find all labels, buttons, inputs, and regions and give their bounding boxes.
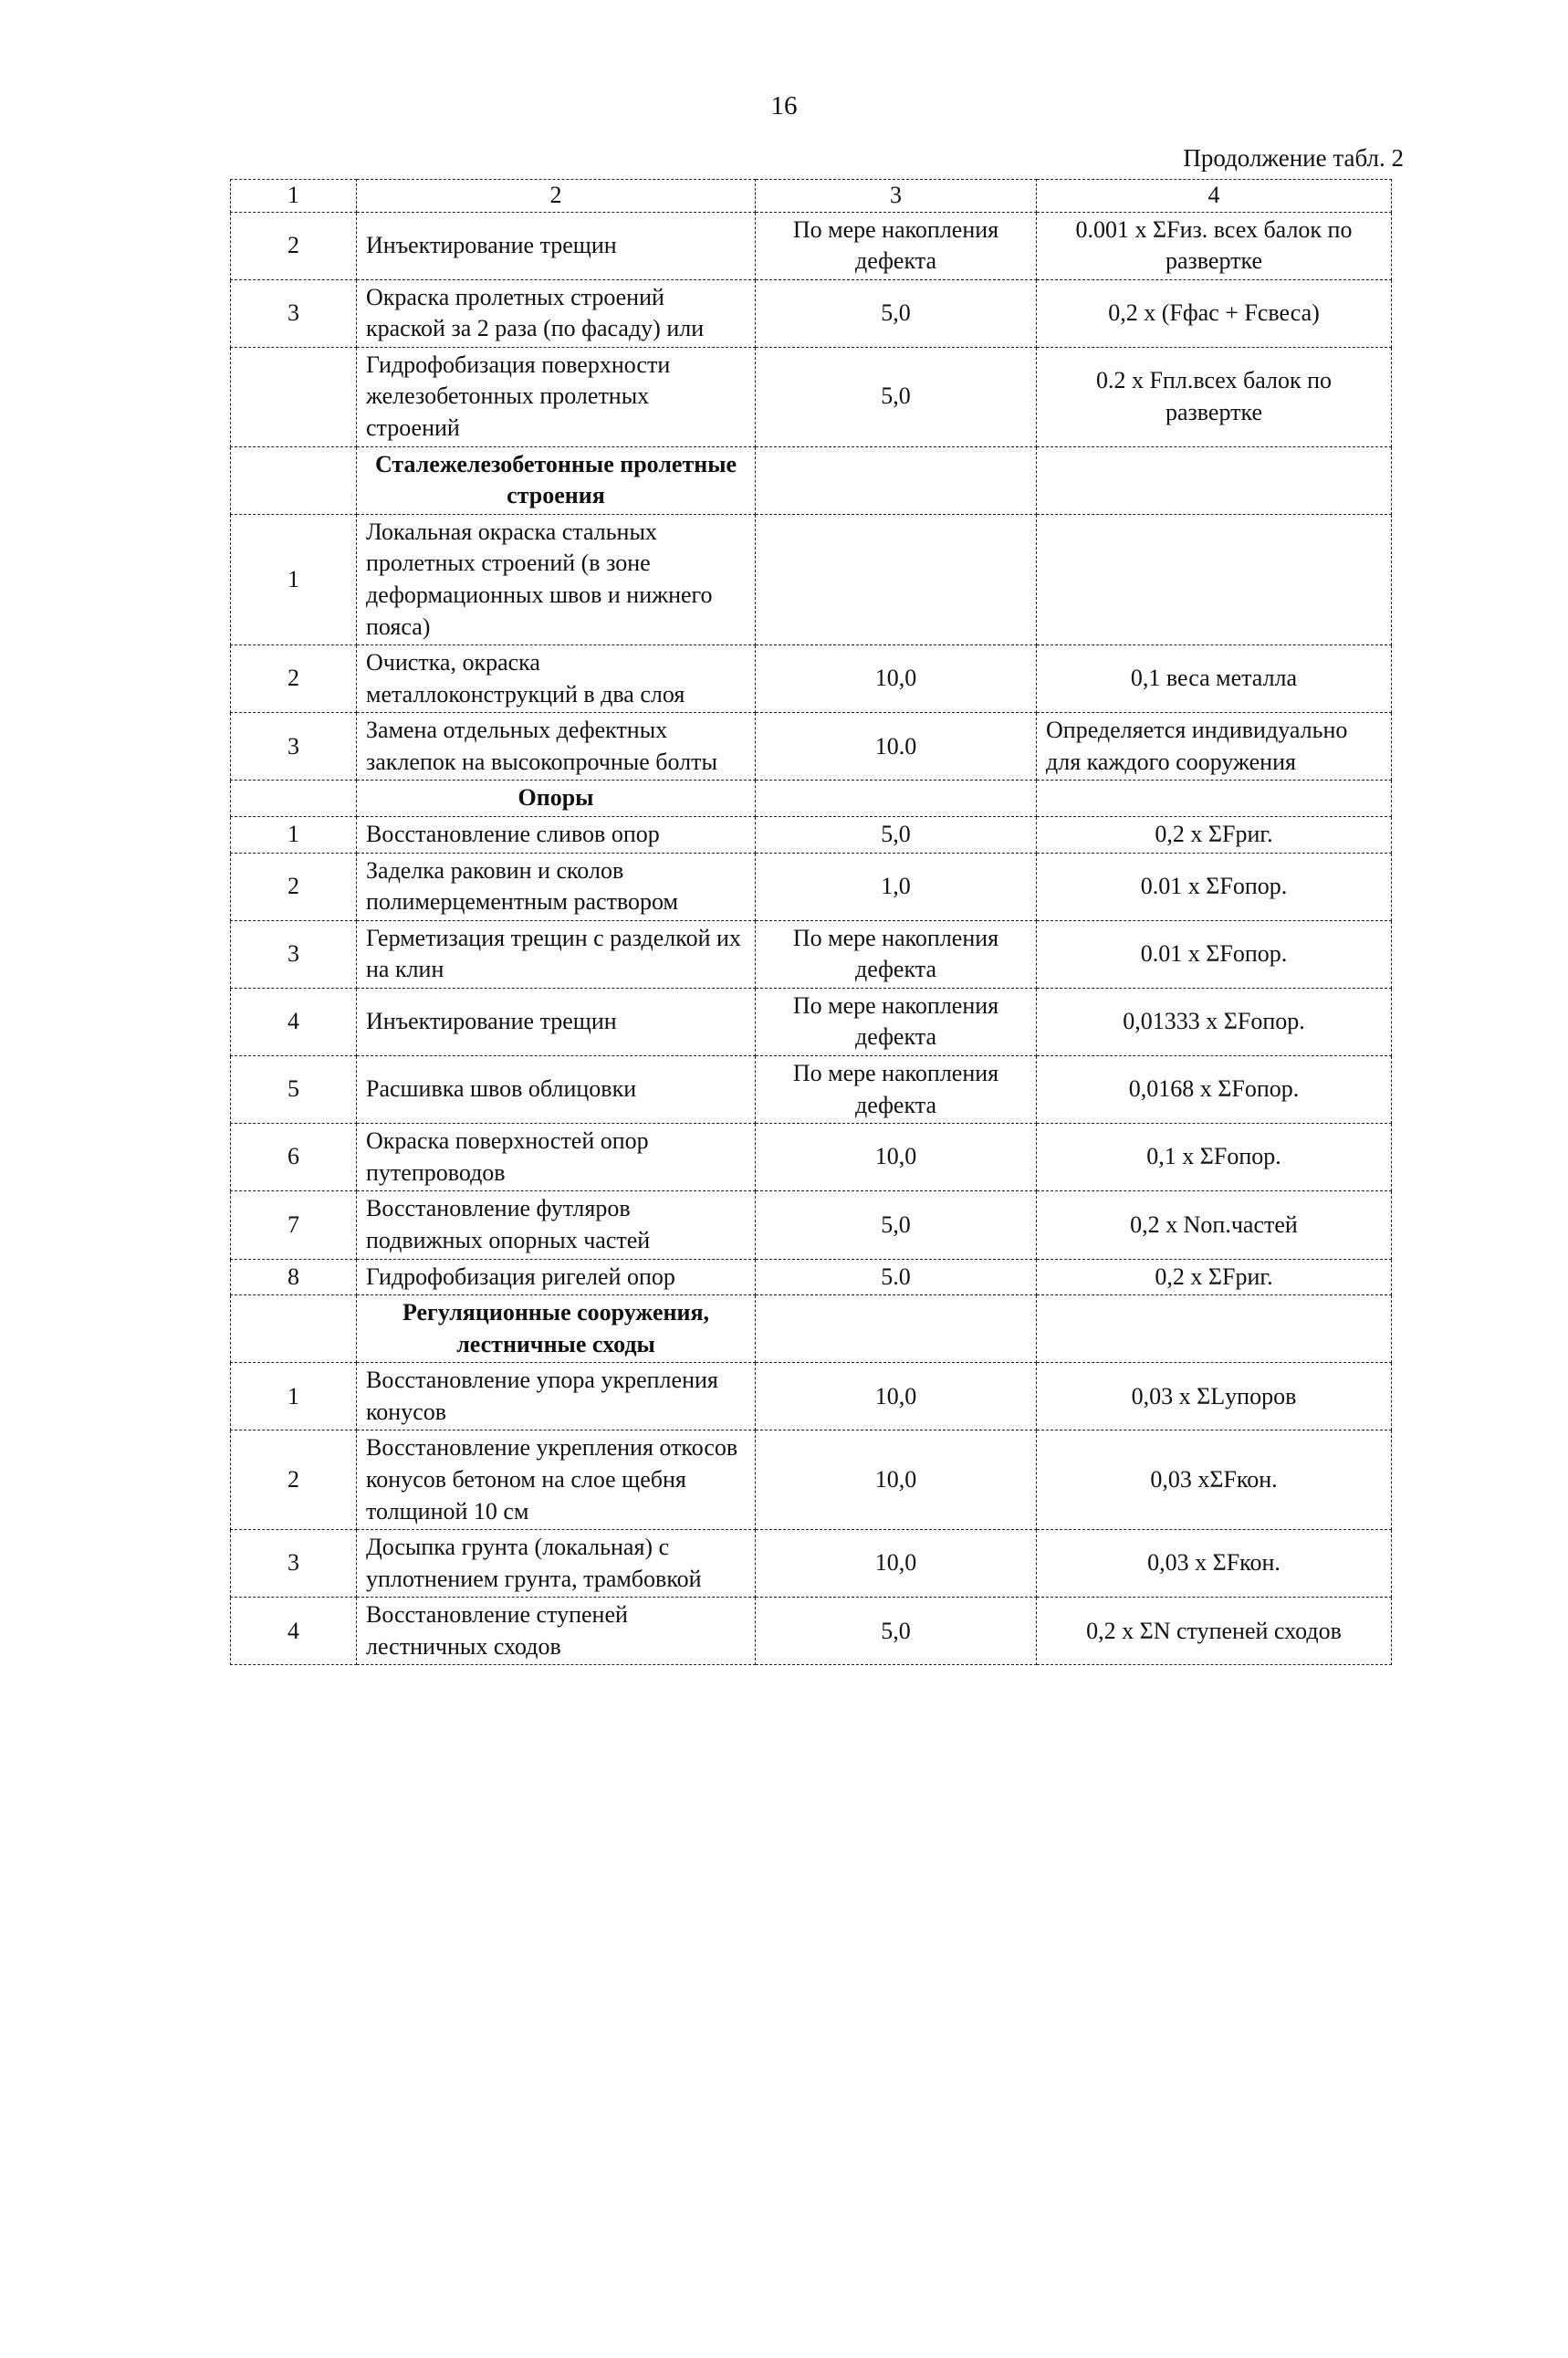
- volume-cell: 0,1 веса металла: [1037, 645, 1392, 713]
- periodicity-cell: 5,0: [756, 816, 1037, 853]
- row-number-cell: 3: [231, 713, 357, 781]
- periodicity-cell: По мере накопления дефекта: [756, 920, 1037, 988]
- table-row: [231, 347, 1392, 446]
- section-title-cell: Регуляционные сооружения, лестничные сходы: [357, 1295, 756, 1363]
- section-row: [231, 446, 1392, 514]
- volume-cell: 0,1 х ΣFопор.: [1037, 1124, 1392, 1191]
- column-number: 4: [1037, 180, 1392, 213]
- table-row: [231, 279, 1392, 347]
- table-body: [231, 180, 1392, 1665]
- row-number-cell: 4: [231, 988, 357, 1055]
- periodicity-cell: 5.0: [756, 1259, 1037, 1295]
- table-row: [231, 1191, 1392, 1259]
- row-number-cell: 3: [231, 920, 357, 988]
- volume-cell: 0,2 х (Fфас + Fсвеса): [1037, 279, 1392, 347]
- periodicity-cell: [756, 514, 1037, 645]
- periodicity-cell: По мере накопления дефекта: [756, 1056, 1037, 1124]
- row-number-cell: [231, 347, 357, 446]
- volume-cell: [1037, 514, 1392, 645]
- section-row: [231, 1295, 1392, 1363]
- periodicity-cell: 10.0: [756, 713, 1037, 781]
- volume-cell: 0,01333 х ΣFопор.: [1037, 988, 1392, 1055]
- work-description-cell: Восстановление футляров подвижных опорных частей: [357, 1191, 756, 1259]
- work-description-cell: Очистка, окраска металлоконструкций в два слоя: [357, 645, 756, 713]
- maintenance-table: [230, 179, 1392, 1665]
- table-row: [231, 514, 1392, 645]
- volume-cell: 0.001 х ΣFиз. всех балок по развертке: [1037, 212, 1392, 279]
- volume-cell: [1037, 1295, 1392, 1363]
- column-number: 2: [357, 180, 756, 213]
- table-row: [231, 1530, 1392, 1598]
- volume-cell: 0.01 х ΣFопор.: [1037, 920, 1392, 988]
- work-description-cell: Локальная окраска стальных пролетных строений (в зоне деформационных швов и нижнего пояса): [357, 514, 756, 645]
- row-number-cell: 2: [231, 1431, 357, 1530]
- work-description-cell: Восстановление сливов опор: [357, 816, 756, 853]
- table-row: [231, 853, 1392, 920]
- table-row: [231, 212, 1392, 279]
- row-number-cell: 8: [231, 1259, 357, 1295]
- row-number-cell: 3: [231, 279, 357, 347]
- page-number: 16: [770, 91, 798, 121]
- row-number-cell: 5: [231, 1056, 357, 1124]
- table-row: [231, 1363, 1392, 1431]
- table-row: [231, 816, 1392, 853]
- row-number-cell: [231, 1295, 357, 1363]
- column-number: 1: [231, 180, 357, 213]
- work-description-cell: Досыпка грунта (локальная) с уплотнением грунта, трамбовкой: [357, 1530, 756, 1598]
- row-number-cell: 1: [231, 514, 357, 645]
- row-number-cell: 2: [231, 853, 357, 920]
- work-description-cell: Окраска поверхностей опор путепроводов: [357, 1124, 756, 1191]
- row-number-cell: [231, 446, 357, 514]
- periodicity-cell: 10,0: [756, 1124, 1037, 1191]
- table-row: [231, 713, 1392, 781]
- column-number: 3: [756, 180, 1037, 213]
- column-number-row: [231, 180, 1392, 213]
- volume-cell: 0,0168 х ΣFопор.: [1037, 1056, 1392, 1124]
- volume-cell: Определяется индивидуально для каждого сооружения: [1037, 713, 1392, 781]
- volume-cell: 0,03 х ΣFкон.: [1037, 1530, 1392, 1598]
- periodicity-cell: 10,0: [756, 645, 1037, 713]
- work-description-cell: Окраска пролетных строений краской за 2 раза (по фасаду) или: [357, 279, 756, 347]
- section-title-cell: Опоры: [357, 781, 756, 817]
- volume-cell: 0,03 х ΣLупоров: [1037, 1363, 1392, 1431]
- periodicity-cell: По мере накопления дефекта: [756, 988, 1037, 1055]
- volume-cell: [1037, 446, 1392, 514]
- row-number-cell: [231, 781, 357, 817]
- periodicity-cell: [756, 781, 1037, 817]
- work-description-cell: Инъектирование трещин: [357, 988, 756, 1055]
- periodicity-cell: 10,0: [756, 1530, 1037, 1598]
- table-row: [231, 1431, 1392, 1530]
- table-row: [231, 920, 1392, 988]
- work-description-cell: Герметизация трещин с разделкой их на клин: [357, 920, 756, 988]
- periodicity-cell: [756, 1295, 1037, 1363]
- periodicity-cell: 5,0: [756, 1598, 1037, 1665]
- table-row: [231, 1259, 1392, 1295]
- row-number-cell: 7: [231, 1191, 357, 1259]
- periodicity-cell: По мере накопления дефекта: [756, 212, 1037, 279]
- periodicity-cell: 10,0: [756, 1431, 1037, 1530]
- work-description-cell: Восстановление ступеней лестничных сходов: [357, 1598, 756, 1665]
- row-number-cell: 2: [231, 212, 357, 279]
- row-number-cell: 1: [231, 816, 357, 853]
- volume-cell: 0,2 х ΣFриг.: [1037, 1259, 1392, 1295]
- periodicity-cell: [756, 446, 1037, 514]
- volume-cell: 0,2 х ΣN ступеней сходов: [1037, 1598, 1392, 1665]
- row-number-cell: 1: [231, 1363, 357, 1431]
- row-number-cell: 2: [231, 645, 357, 713]
- periodicity-cell: 5,0: [756, 279, 1037, 347]
- volume-cell: 0.01 х ΣFопор.: [1037, 853, 1392, 920]
- row-number-cell: 6: [231, 1124, 357, 1191]
- table-row: [231, 1598, 1392, 1665]
- volume-cell: 0,03 хΣFкон.: [1037, 1431, 1392, 1530]
- table-row: [231, 988, 1392, 1055]
- row-number-cell: 4: [231, 1598, 357, 1665]
- work-description-cell: Заделка раковин и сколов полимерцементным раствором: [357, 853, 756, 920]
- volume-cell: [1037, 781, 1392, 817]
- section-row: [231, 781, 1392, 817]
- work-description-cell: Расшивка швов облицовки: [357, 1056, 756, 1124]
- table-row: [231, 1056, 1392, 1124]
- table-row: [231, 645, 1392, 713]
- section-title-cell: Сталежелезобетонные пролетные строения: [357, 446, 756, 514]
- work-description-cell: Гидрофобизация ригелей опор: [357, 1259, 756, 1295]
- periodicity-cell: 5,0: [756, 347, 1037, 446]
- volume-cell: 0.2 х Fпл.всех балок по развертке: [1037, 347, 1392, 446]
- periodicity-cell: 5,0: [756, 1191, 1037, 1259]
- row-number-cell: 3: [231, 1530, 357, 1598]
- periodicity-cell: 1,0: [756, 853, 1037, 920]
- work-description-cell: Восстановление укрепления откосов конусов бетоном на слое щебня толщиной 10 см: [357, 1431, 756, 1530]
- table-row: [231, 1124, 1392, 1191]
- volume-cell: 0,2 х ΣFриг.: [1037, 816, 1392, 853]
- table-continuation-label: Продолжение табл. 2: [1183, 144, 1404, 172]
- volume-cell: 0,2 х Nоп.частей: [1037, 1191, 1392, 1259]
- work-description-cell: Гидрофобизация поверхности железобетонных пролетных строений: [357, 347, 756, 446]
- work-description-cell: Восстановление упора укрепления конусов: [357, 1363, 756, 1431]
- work-description-cell: Инъектирование трещин: [357, 212, 756, 279]
- periodicity-cell: 10,0: [756, 1363, 1037, 1431]
- work-description-cell: Замена отдельных дефектных заклепок на высокопрочные болты: [357, 713, 756, 781]
